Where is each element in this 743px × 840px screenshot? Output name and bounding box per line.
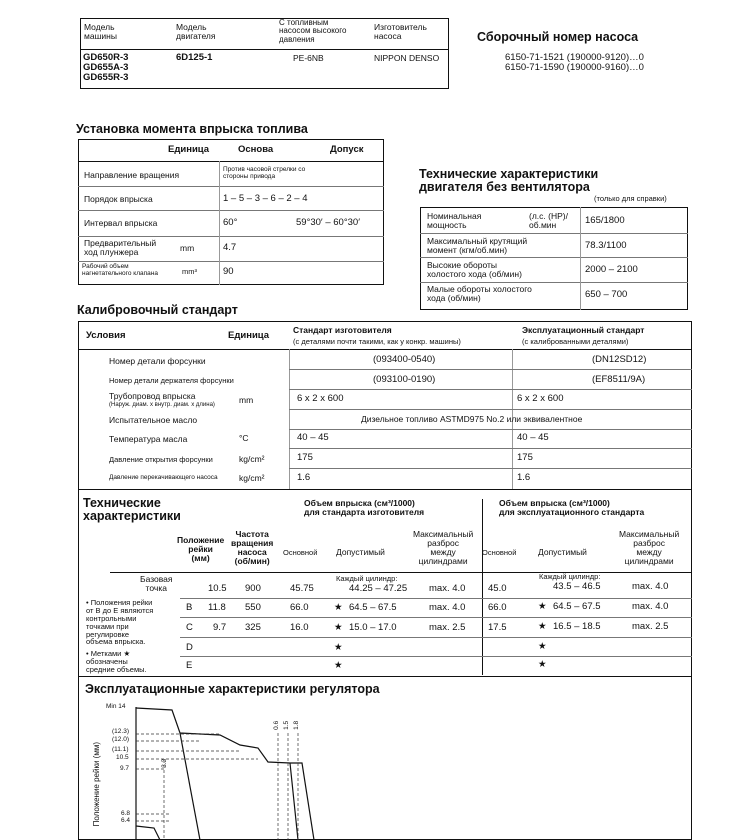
injection-m-basic: 66.0 xyxy=(290,602,309,613)
calib-unit: °C xyxy=(239,433,249,443)
governor-y-top: Min 14 xyxy=(106,703,126,710)
injection-m-range: 64.5 – 67.5 xyxy=(349,602,397,613)
governor-curve-max xyxy=(136,708,314,840)
timing-basis: Против часовой стрелки со стороны привода xyxy=(223,166,306,180)
calib-label: Давление открытия форсунки xyxy=(109,455,213,464)
calib-label: Испытательное масло xyxy=(109,415,198,425)
engine-spec-label: Максимальный крутящий момент (кгм/об.мин) xyxy=(427,236,528,255)
calib-oper: (DN12SD12) xyxy=(592,354,647,365)
engine-spec-label: Малые обороты холостого хода (об/мин) xyxy=(427,284,532,303)
machine-model-1: GD650R-3 xyxy=(83,52,129,63)
injection-note-2: • Метками ★ обозначены средние объемы. xyxy=(86,649,147,674)
injection-point: D xyxy=(186,642,193,653)
engine-spec-value: 165/1800 xyxy=(585,215,625,226)
injection-point: Базовая точка xyxy=(140,574,173,593)
injection-o-range: 64.5 – 67.5 xyxy=(553,601,601,612)
governor-curve-low xyxy=(136,826,160,840)
injection-oper-title: Объем впрыска (см³/1000) для эксплуатационного стандарта xyxy=(499,498,645,517)
injection-rack: 10.5 xyxy=(208,583,227,594)
machine-model-3: GD655R-3 xyxy=(83,72,129,83)
injection-m-star: ★ xyxy=(334,622,343,633)
injection-note-1: • Положения рейки от B до E являются контрольными точками при регулировке объема впрыска. xyxy=(86,598,154,647)
engine-specs-title: Технические характеристики двигателя без вентилятора xyxy=(419,167,599,194)
pump-model: PE-6NB xyxy=(293,53,324,63)
calib-oper: 40 – 45 xyxy=(517,432,549,443)
model-col-engine: Модель двигателя xyxy=(176,22,216,41)
governor-title: Эксплуатационные характеристики регулятора xyxy=(85,682,380,696)
injection-m-range: 15.0 – 17.0 xyxy=(349,622,397,633)
injection-m-basic: 16.0 xyxy=(290,622,309,633)
injection-col-rack: Положение рейки (мм) xyxy=(177,535,225,563)
timing-head-basis: Основа xyxy=(238,144,274,155)
injection-m-star: ★ xyxy=(334,602,343,613)
calib-head-unit: Единица xyxy=(228,330,270,341)
model-col-maker: Изготовитель насоса xyxy=(374,22,427,41)
injection-o-range: 43.5 – 46.5 xyxy=(553,581,601,592)
calibration-title: Калибровочный стандарт xyxy=(77,303,238,317)
governor-y-tick: (12.0) xyxy=(112,736,129,743)
injection-point: C xyxy=(186,622,193,633)
governor-y-tick: 6.8 xyxy=(121,810,131,817)
calib-label: Трубопровод впрыска xyxy=(109,391,196,401)
timing-unit: mm xyxy=(180,243,195,253)
injection-rack: 11.8 xyxy=(208,602,226,613)
timing-basis: 1 – 5 – 3 – 6 – 2 – 4 xyxy=(223,193,308,204)
timing-title: Установка момента впрыска топлива xyxy=(76,122,308,136)
engine-spec-value: 2000 – 2100 xyxy=(585,264,638,275)
assembly-number-2: 6150-71-1590 (190000-9160)…0 xyxy=(505,62,644,73)
governor-top-mark: 1.5 xyxy=(283,720,291,730)
calib-unit: kg/cm² xyxy=(239,454,265,464)
calib-label-sub: (Наруж. диам. x внутр. диам. x длина) xyxy=(109,402,215,408)
engine-spec-unit: (л.с. (HP)/ об.мин xyxy=(529,211,568,230)
injection-sub-basic-maker: Основной xyxy=(283,548,318,557)
calib-head-maker: Стандарт изготовителя xyxy=(293,325,392,335)
injection-o-star: ★ xyxy=(538,621,547,632)
calib-oper: 6 x 2 x 600 xyxy=(517,393,564,404)
governor-y-tick: (11.1) xyxy=(112,746,129,753)
injection-sub-spread-oper: Максимальный разброс между цилиндрами xyxy=(619,529,680,566)
timing-basis: 4.7 xyxy=(223,242,237,253)
injection-o-max: max. 2.5 xyxy=(632,621,669,632)
injection-o-star: ★ xyxy=(538,659,547,670)
injection-m-max: max. 4.0 xyxy=(429,583,466,594)
injection-m-max: max. 2.5 xyxy=(429,622,466,633)
engine-model: 6D125-1 xyxy=(176,52,213,63)
governor-y-tick: (12.3) xyxy=(112,728,129,735)
calib-head-maker-sub: (с деталями почти такими, как у конкр. машины) xyxy=(293,337,461,346)
injection-point: B xyxy=(186,602,193,613)
governor-y-tick: 9.7 xyxy=(120,765,130,772)
calib-maker: (093400-0540) xyxy=(373,354,436,365)
calib-head-oper-sub: (с калиброванными деталями) xyxy=(522,337,629,346)
injection-o-range: 16.5 – 18.5 xyxy=(553,621,601,632)
governor-curves xyxy=(136,707,314,840)
injection-maker-title: Объем впрыска (см³/1000) для стандарта изготовителя xyxy=(304,498,425,517)
calib-head-oper: Эксплуатационный стандарт xyxy=(522,325,645,335)
calib-label: Номер детали форсунки xyxy=(109,356,206,366)
assembly-title: Сборочный номер насоса xyxy=(477,30,639,44)
injection-speed: 325 xyxy=(245,622,261,633)
calib-maker: 1.6 xyxy=(297,472,311,483)
injection-sub-allowed-maker: Допустимый xyxy=(336,547,385,557)
injection-speed: 550 xyxy=(245,602,261,613)
injection-o-basic: 45.0 xyxy=(488,583,507,594)
calib-oper: 175 xyxy=(517,452,533,463)
model-col-machine: Модель машины xyxy=(84,22,117,41)
calib-label: Температура масла xyxy=(109,434,188,444)
timing-basis: 60° xyxy=(223,217,238,228)
calib-maker: (093100-0190) xyxy=(373,374,436,385)
engine-spec-value: 650 – 700 xyxy=(585,289,628,300)
injection-o-max: max. 4.0 xyxy=(632,601,669,612)
governor-curve-drop xyxy=(290,763,298,840)
calib-maker: 40 – 45 xyxy=(297,432,329,443)
injection-m-basic: 45.75 xyxy=(290,583,314,594)
injection-m-range: 44.25 – 47.25 xyxy=(349,583,408,594)
injection-m-star: ★ xyxy=(334,642,343,653)
pump-maker: NIPPON DENSO xyxy=(374,53,440,63)
governor-curve-inner xyxy=(180,733,200,840)
calib-maker: Дизельное топливо ASTMD975 No.2 или эквивалентное xyxy=(361,414,583,424)
calib-maker: 175 xyxy=(297,452,313,463)
injection-point: E xyxy=(186,660,193,671)
engine-spec-label: Номинальная мощность xyxy=(427,211,482,230)
machine-model-2: GD655A-3 xyxy=(83,62,129,73)
engine-spec-value: 78.3/1100 xyxy=(585,240,627,251)
timing-head-tol: Допуск xyxy=(330,144,364,155)
calib-head-conditions: Условия xyxy=(86,330,126,341)
calib-unit: mm xyxy=(239,395,254,405)
timing-tol: 59°30′ – 60°30′ xyxy=(296,217,360,228)
injection-m-max: max. 4.0 xyxy=(429,602,466,613)
governor-top-mark: 0.6 xyxy=(273,720,281,730)
calib-label: Давление перекачивающего насоса xyxy=(109,474,218,481)
injection-sub-basic-oper: Основной xyxy=(482,548,517,557)
timing-head-unit: Единица xyxy=(168,144,210,155)
calib-oper: (EF8511/9A) xyxy=(592,374,646,385)
engine-specs-note: (только для справки) xyxy=(594,194,667,203)
timing-label: Направление вращения xyxy=(84,170,180,180)
governor-mark-33: 3.3 xyxy=(161,758,169,768)
timing-label: Интервал впрыска xyxy=(84,218,158,228)
injection-sub-allowed-oper: Допустимый xyxy=(538,547,587,557)
engine-spec-label: Высокие обороты холостого хода (об/мин) xyxy=(427,260,522,279)
timing-basis: 90 xyxy=(223,266,234,277)
injection-each-cyl: Каждый цилиндр: xyxy=(539,572,601,581)
injection-speed: 900 xyxy=(245,583,261,594)
injection-rack: 9.7 xyxy=(213,622,227,633)
timing-label: Порядок впрыска xyxy=(84,194,153,204)
calib-label: Номер детали держателя форсунки xyxy=(109,376,234,385)
governor-guides xyxy=(136,733,298,840)
timing-label: Предварительный ход плунжера xyxy=(84,238,157,257)
injection-title: Технические характеристики xyxy=(83,496,181,523)
injection-sub-spread-maker: Максимальный разброс между цилиндрами xyxy=(413,529,474,566)
injection-each-cyl: Каждый цилиндр: xyxy=(336,574,398,583)
assembly-number-1: 6150-71-1521 (190000-9120)…0 xyxy=(505,52,644,63)
injection-o-max: max. 4.0 xyxy=(632,581,669,592)
calib-unit: kg/cm² xyxy=(239,473,265,483)
calib-maker: 6 x 2 x 600 xyxy=(297,393,344,404)
model-col-pump: С топливным насосом высокого давления xyxy=(279,18,347,44)
injection-o-star: ★ xyxy=(538,641,547,652)
injection-col-speed: Частота вращения насоса (об/мин) xyxy=(231,529,274,566)
governor-y-tick: 10.5 xyxy=(116,754,129,761)
timing-label: Рабочий объем нагнетательного клапана xyxy=(82,263,158,277)
injection-m-star: ★ xyxy=(334,660,343,671)
calib-oper: 1.6 xyxy=(517,472,531,483)
timing-unit: mm³ xyxy=(182,267,197,276)
injection-o-basic: 66.0 xyxy=(488,602,507,613)
governor-y-tick: 6.4 xyxy=(121,817,131,824)
governor-ylabel: Положение рейки (мм) xyxy=(91,742,101,827)
governor-top-mark: 1.8 xyxy=(293,720,301,730)
injection-o-basic: 17.5 xyxy=(488,622,507,633)
injection-o-star: ★ xyxy=(538,601,547,612)
